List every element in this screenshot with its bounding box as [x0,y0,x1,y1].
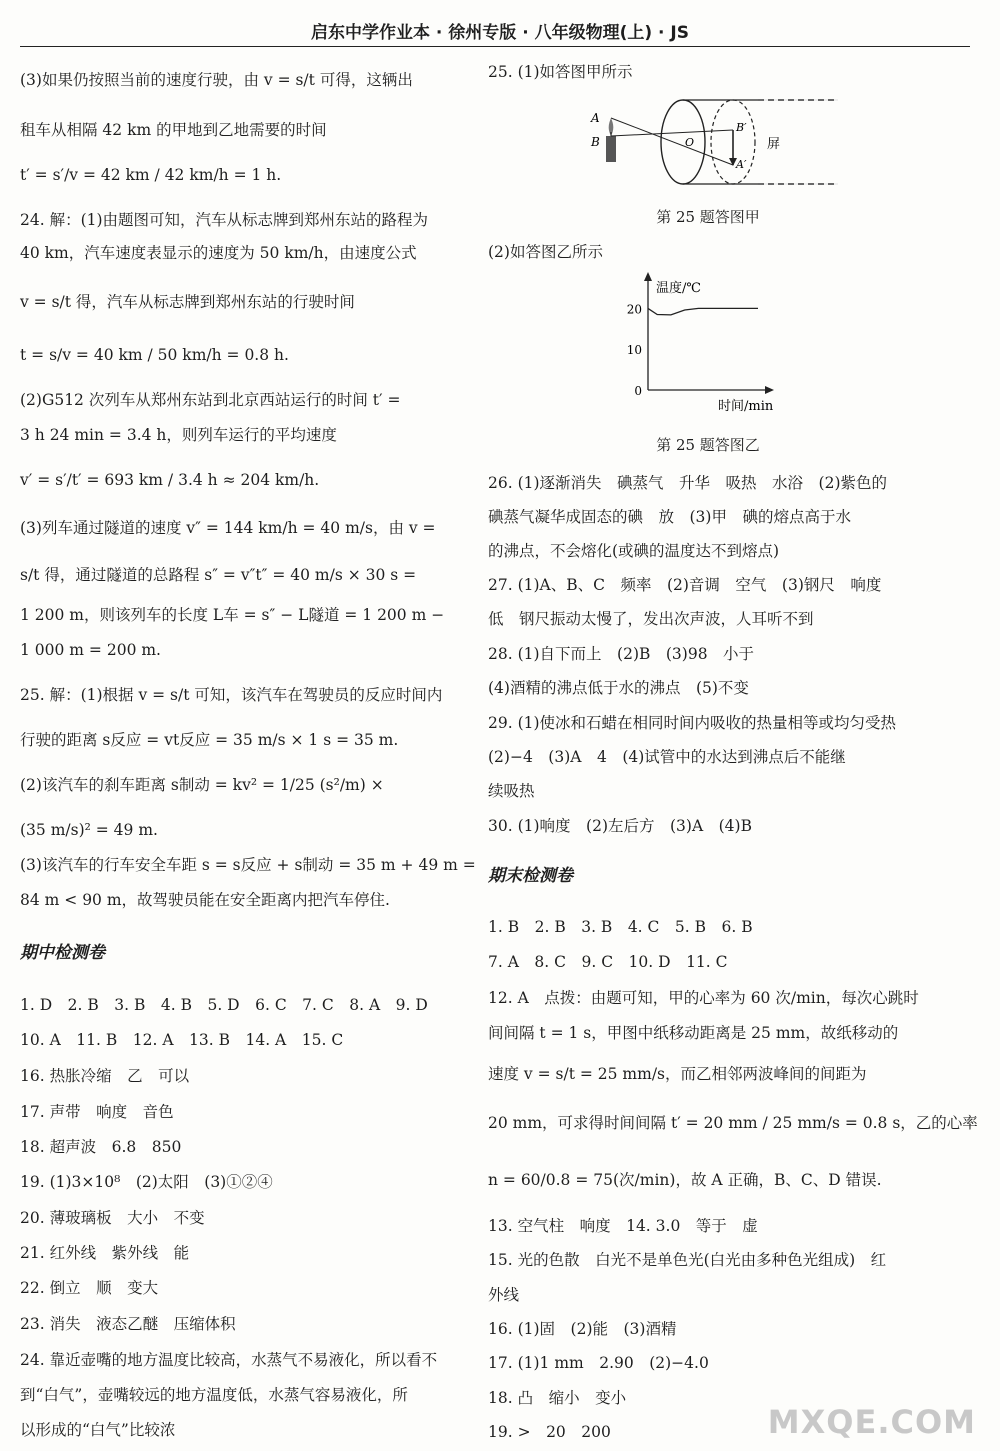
figure-caption-2: 第 25 题答图乙 [656,436,760,454]
answer-line: 13. 空气柱 响度 14. 3.0 等于 虚 [488,1217,758,1235]
text-line: 续吸热 [488,782,535,800]
y-tick-label: 10 [626,343,642,358]
text-line: 25. 解：(1)根据 v = s/t 可知，该汽车在驾驶员的反应时间内 [20,686,443,704]
answer-line: 7. A 8. C 9. C 10. D 11. C [488,953,728,971]
label-screen: 屏 [767,137,781,152]
text-line: 29. (1)使冰和石蜡在相同时间内吸收的热量相等或均匀受热 [488,714,897,732]
label-o: O [685,136,695,149]
ray-a [611,118,733,165]
label-b: B [591,135,600,149]
text-line: (2)−4 (3)A 4 (4)试管中的水达到沸点后不能继 [488,748,846,766]
text-line: 行驶的距离 s反应 = vt反应 = 35 m/s × 1 s = 35 m. [20,731,399,749]
answer-line: 23. 消失 液态乙醚 压缩体积 [20,1315,236,1333]
y-tick-label: 0 [634,384,642,398]
candle-body [606,136,616,162]
text-line: 25. (1)如答图甲所示 [488,63,633,81]
text-line: 24. 解：(1)由题图可知，汽车从标志牌到郑州东站的路程为 [20,211,429,229]
ray-b [611,130,733,136]
text-line: (4)酒精的沸点低于水的沸点 (5)不变 [488,679,749,697]
answer-line: 速度 v = s/t = 25 mm/s，而乙相邻两波峰间的间距为 [488,1065,867,1083]
label-a-prime: A′ [736,158,747,171]
text-line: 低 钢尺振动太慢了，发出次声波，人耳听不到 [488,610,814,628]
answer-line: 21. 红外线 紫外线 能 [20,1244,190,1262]
text-line: 碘蒸气凝华成固态的碘 放 (3)甲 碘的熔点高于水 [488,508,851,526]
answer-line: 10. A 11. B 12. A 13. B 14. A 15. C [20,1031,344,1049]
answer-line: 外线 [488,1286,520,1304]
text-line: 28. (1)自下而上 (2)B (3)98 小于 [488,645,755,663]
text-line: 26. (1)逐渐消失 碘蒸气 升华 吸热 水浴 (2)紫色的 [488,474,887,492]
y-axis-label: 温度/℃ [656,281,701,296]
text-line: 1 200 m，则该列车的长度 L车 = s″ − L隧道 = 1 200 m − [20,606,445,624]
label-a: A [591,111,600,125]
answer-line: 15. 光的色散 白光不是单色光(白光由多种色光组成) 红 [488,1251,887,1269]
text-line: (35 m/s)² = 49 m. [20,821,158,839]
answer-line: 18. 超声波 6.8 850 [20,1138,182,1156]
x-axis-arrow [765,386,774,394]
y-axis-arrow [644,272,652,281]
text-line: 27. (1)A、B、C 频率 (2)音调 空气 (3)钢尺 响度 [488,576,882,594]
text-line: (3)列车通过隧道的速度 v″ = 144 km/h = 40 m/s，由 v = [20,519,436,537]
text-line: v′ = s′/t′ = 693 km / 3.4 h ≈ 204 km/h. [20,471,320,489]
text-line: v = s/t 得，汽车从标志牌到郑州东站的行驶时间 [20,293,355,311]
answer-line: 到“白气”，壶嘴较远的地方温度低，水蒸气容易液化，所 [20,1386,408,1404]
answer-line: 12. A 点拨：由题可知，甲的心率为 60 次/min，每次心跳时 [488,989,919,1007]
answer-line: 20 mm，可求得时间间隔 t′ = 20 mm / 25 mm/s = 0.8 s，乙的心率 [488,1114,978,1132]
answer-line: 18. 凸 缩小 变小 [488,1389,627,1407]
answer-line: 16. 热胀冷缩 乙 可以 [20,1067,190,1085]
series-line [648,308,758,315]
temperature-chart [618,268,808,418]
text-line: 40 km，汽车速度表显示的速度为 50 km/h，由速度公式 [20,244,417,262]
text-line: t′ = s′/v = 42 km / 42 km/h = 1 h. [20,166,282,184]
text-line: (2)G512 次列车从郑州东站到北京西站运行的时间 t′ = [20,391,401,409]
text-line: (3)该汽车的行车安全车距 s = s反应 + s制动 = 35 m + 49 m = [20,856,476,874]
text-line: 租车从相隔 42 km 的甲地到乙地需要的时间 [20,121,327,139]
watermark: MXQE.COM [767,1403,976,1441]
box-front-ellipse [661,100,705,184]
answer-line: 间间隔 t = 1 s，甲图中纸移动距离是 25 mm，故纸移动的 [488,1024,899,1042]
answer-line: 24. 靠近壶嘴的地方温度比较高，水蒸气不易液化，所以看不 [20,1351,438,1369]
label-b-prime: B′ [736,121,747,134]
x-axis-label: 时间/min [718,399,774,414]
text-line: 1 000 m = 200 m. [20,641,161,659]
answer-line: n = 60/0.8 = 75(次/min)，故 A 正确，B、C、D 错误. [488,1171,882,1189]
section-title-midterm: 期中检测卷 [20,943,105,963]
answer-line: 17. 声带 响度 音色 [20,1103,174,1121]
text-line: t = s/v = 40 km / 50 km/h = 0.8 h. [20,346,289,364]
section-title-final: 期末检测卷 [488,866,573,886]
text-line: s/t 得，通过隧道的总路程 s″ = v″t″ = 40 m/s × 30 s = [20,566,417,584]
text-line: 的沸点，不会熔化(或碘的温度达不到熔点) [488,542,780,560]
text-line: (2)如答图乙所示 [488,243,603,261]
answer-line: 17. (1)1 mm 2.90 (2)−4.0 [488,1354,709,1372]
text-line: (2)该汽车的刹车距离 s制动 = kv² = 1/25 (s²/m) × [20,776,384,794]
answer-line: 1. B 2. B 3. B 4. C 5. B 6. B [488,918,753,936]
y-tick-label: 20 [626,302,642,317]
answer-line: 20. 薄玻璃板 大小 不变 [20,1209,205,1227]
text-line: 30. (1)响度 (2)左后方 (3)A (4)B [488,817,752,835]
page-header: 启东中学作业本 · 徐州专版 · 八年级物理(上) · JS [311,23,689,43]
answer-line: 19. (1)3×10⁸ (2)太阳 (3)①②④ [20,1173,273,1191]
answer-line: 19. > 20 200 [488,1423,611,1441]
header-rule [20,46,970,47]
answer-line: 1. D 2. B 3. B 4. B 5. D 6. C 7. C 8. A 9. D [20,996,428,1014]
figure-caption-1: 第 25 题答图甲 [656,208,760,226]
answer-line: 22. 倒立 顺 变大 [20,1279,159,1297]
text-line: 84 m < 90 m，故驾驶员能在安全距离内把汽车停住. [20,891,390,909]
answer-line: 16. (1)固 (2)能 (3)酒精 [488,1320,677,1338]
text-line: (3)如果仍按照当前的速度行驶，由 v = s/t 可得，这辆出 [20,71,413,89]
pinhole-diagram [583,88,863,196]
answer-line: 以形成的“白气”比较浓 [20,1421,176,1439]
text-line: 3 h 24 min = 3.4 h，则列车运行的平均速度 [20,426,337,444]
